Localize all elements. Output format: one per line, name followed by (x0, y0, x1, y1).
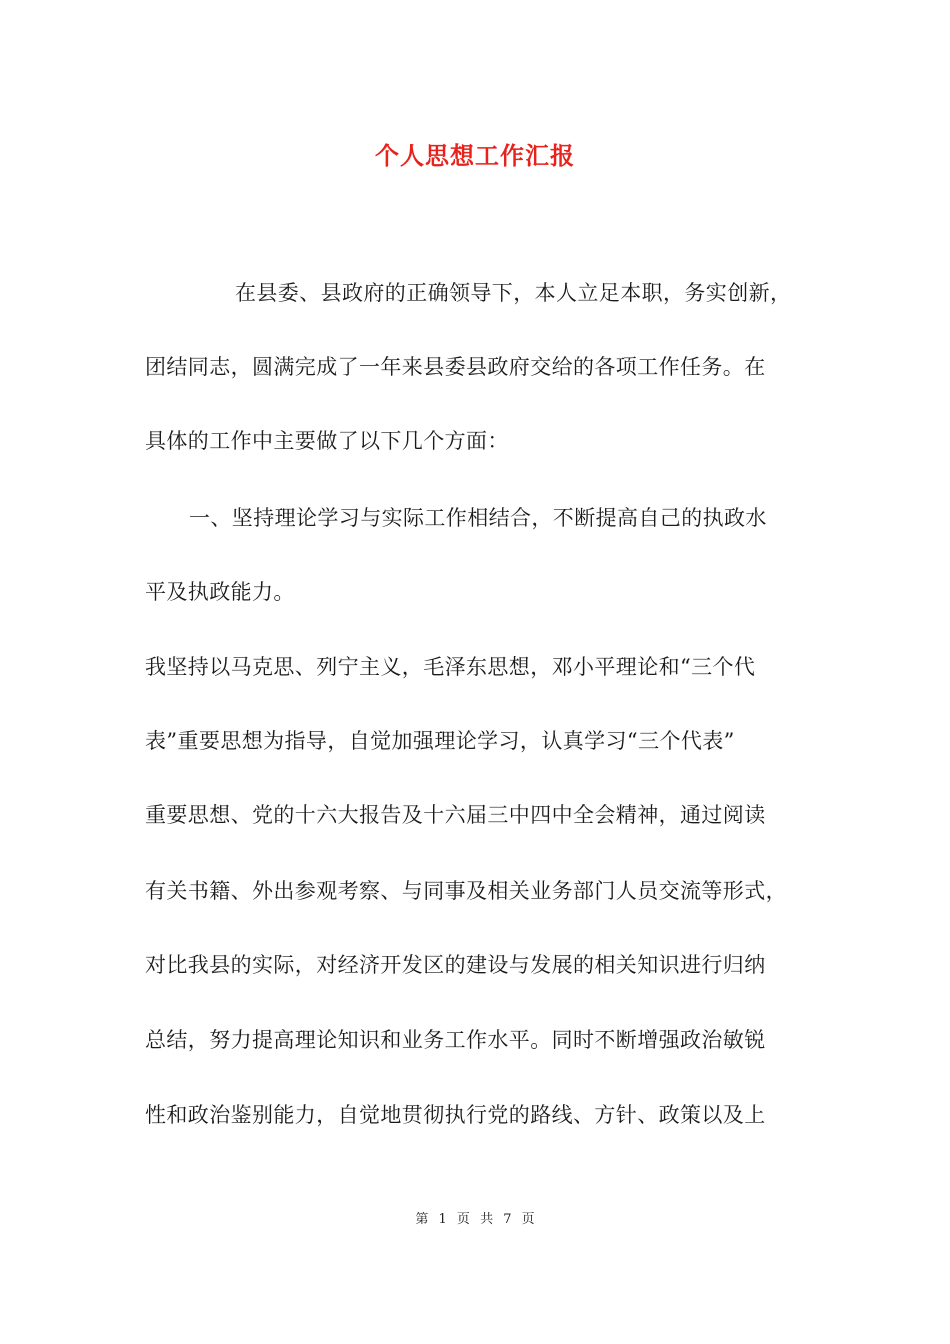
paragraph-line: 团结同志，圆满完成了一年来县委县政府交给的各项工作任务。在 (145, 355, 766, 379)
total-suffix: 页 (521, 1212, 535, 1227)
total-pages: 7 (503, 1212, 512, 1227)
paragraph-line: 表”重要思想为指导，自觉加强理论学习，认真学习“三个代表” (145, 729, 735, 753)
page-label-prefix: 第 (415, 1212, 429, 1227)
section-heading-line: 一、坚持理论学习与实际工作相结合，不断提高自己的执政水 (189, 506, 767, 530)
section-heading-line: 平及执政能力。 (145, 580, 295, 604)
paragraph-line: 在县委、县政府的正确领导下，本人立足本职，务实创新， (235, 281, 792, 305)
paragraph-line: 有关书籍、外出参观考察、与同事及相关业务部门人员交流等形式， (145, 879, 787, 903)
paragraph-line: 对比我县的实际，对经济开发区的建设与发展的相关知识进行归纳 (145, 953, 766, 977)
document-title: 个人思想工作汇报 (375, 141, 575, 170)
paragraph-line: 具体的工作中主要做了以下几个方面： (145, 429, 509, 453)
page-label-mid: 页 (456, 1212, 470, 1227)
paragraph-line: 重要思想、党的十六大报告及十六届三中四中全会精神，通过阅读 (145, 803, 766, 827)
page-number: 1 (438, 1212, 447, 1227)
total-prefix: 共 (480, 1212, 494, 1227)
paragraph-line: 我坚持以马克思、列宁主义，毛泽东思想，邓小平理论和“三个代 (145, 655, 756, 679)
page-footer (0, 1208, 950, 1227)
paragraph-line: 性和政治鉴别能力，自觉地贯彻执行党的路线、方针、政策以及上 (145, 1103, 766, 1127)
paragraph-line: 总结，努力提高理论知识和业务工作水平。同时不断增强政治敏锐 (145, 1028, 766, 1052)
